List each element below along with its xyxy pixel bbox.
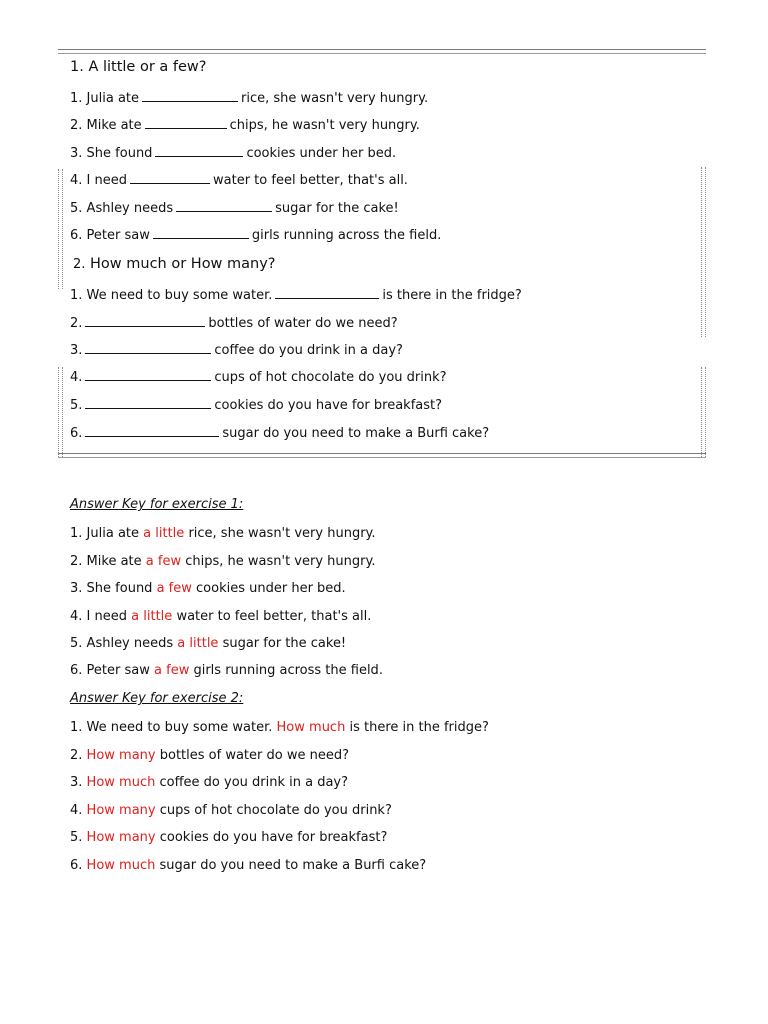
exercise1-item: 3. She found cookies under her bed. bbox=[70, 146, 397, 161]
answer-key2-item: 5. How many cookies do you have for breakfast? bbox=[70, 830, 388, 845]
answer-key1-item: 5. Ashley needs a little sugar for the cake! bbox=[70, 636, 347, 651]
answer-blank[interactable] bbox=[145, 117, 227, 129]
answer-text: a few bbox=[154, 663, 190, 678]
answer-key2-item: 1. We need to buy some water. How much is there in the fridge? bbox=[70, 720, 489, 735]
answer-blank[interactable] bbox=[85, 315, 205, 327]
exercise2-title: 2. How much or How many? bbox=[73, 256, 276, 272]
frame-right-border bbox=[701, 167, 706, 337]
answer-key1-title: Answer Key for exercise 1: bbox=[70, 497, 244, 512]
frame-right-border bbox=[701, 367, 706, 457]
answer-key1-item: 4. I need a little water to feel better, that's all. bbox=[70, 609, 372, 624]
answer-blank[interactable] bbox=[85, 369, 211, 381]
exercise2-item: 3. coffee do you drink in a day? bbox=[70, 343, 403, 358]
exercise2-item: 6. sugar do you need to make a Burfi cake? bbox=[70, 426, 490, 441]
exercise1-item: 6. Peter saw girls running across the field. bbox=[70, 228, 442, 243]
frame-left-border bbox=[58, 367, 63, 457]
answer-text: a few bbox=[145, 554, 182, 569]
answer-text: How many bbox=[86, 748, 156, 763]
answer-key2-item: 6. How much sugar do you need to make a Burfi cake? bbox=[70, 858, 427, 873]
answer-text: How much bbox=[86, 775, 156, 790]
answer-text: a little bbox=[131, 609, 173, 624]
answer-key1-item: 3. She found a few cookies under her bed. bbox=[70, 581, 346, 596]
frame-top-border bbox=[58, 49, 706, 54]
exercise2-item: 2. bottles of water do we need? bbox=[70, 316, 398, 331]
frame-left-border bbox=[58, 169, 63, 289]
answer-text: a few bbox=[156, 581, 192, 596]
answer-key2-item: 2. How many bottles of water do we need? bbox=[70, 748, 349, 763]
exercise2-item: 4. cups of hot chocolate do you drink? bbox=[70, 370, 447, 385]
exercise1-item: 4. I need water to feel better, that's all. bbox=[70, 173, 408, 188]
answer-blank[interactable] bbox=[85, 342, 211, 354]
exercise1-item: 5. Ashley needs sugar for the cake! bbox=[70, 201, 399, 216]
answer-key1-item: 6. Peter saw a few girls running across the field. bbox=[70, 663, 383, 678]
answer-blank[interactable] bbox=[153, 227, 249, 239]
exercise1-item: 2. Mike ate chips, he wasn't very hungry. bbox=[70, 118, 420, 133]
exercise1-title: 1. A little or a few? bbox=[70, 59, 207, 75]
answer-blank[interactable] bbox=[85, 397, 211, 409]
answer-text: a little bbox=[177, 636, 219, 651]
exercise2-item: 5. cookies do you have for breakfast? bbox=[70, 398, 443, 413]
answer-text: How much bbox=[276, 720, 346, 735]
exercise1-item: 1. Julia ate rice, she wasn't very hungry. bbox=[70, 91, 429, 106]
answer-blank[interactable] bbox=[130, 172, 210, 184]
answer-blank[interactable] bbox=[155, 145, 243, 157]
answer-text: How much bbox=[86, 858, 156, 873]
answer-key1-item: 1. Julia ate a little rice, she wasn't very hungry. bbox=[70, 526, 376, 541]
answer-blank[interactable] bbox=[275, 287, 379, 299]
frame-bottom-border bbox=[58, 453, 706, 458]
exercise2-item: 1. We need to buy some water. is there in the fridge? bbox=[70, 288, 522, 303]
answer-key2-item: 4. How many cups of hot chocolate do you drink? bbox=[70, 803, 392, 818]
answer-key1-item: 2. Mike ate a few chips, he wasn't very hungry. bbox=[70, 554, 376, 569]
answer-text: a little bbox=[143, 526, 185, 541]
answer-blank[interactable] bbox=[85, 425, 219, 437]
answer-text: How many bbox=[86, 803, 156, 818]
answer-blank[interactable] bbox=[142, 90, 238, 102]
answer-text: How many bbox=[86, 830, 156, 845]
answer-key2-item: 3. How much coffee do you drink in a day? bbox=[70, 775, 349, 790]
answer-blank[interactable] bbox=[176, 200, 272, 212]
answer-key2-title: Answer Key for exercise 2: bbox=[70, 691, 244, 706]
